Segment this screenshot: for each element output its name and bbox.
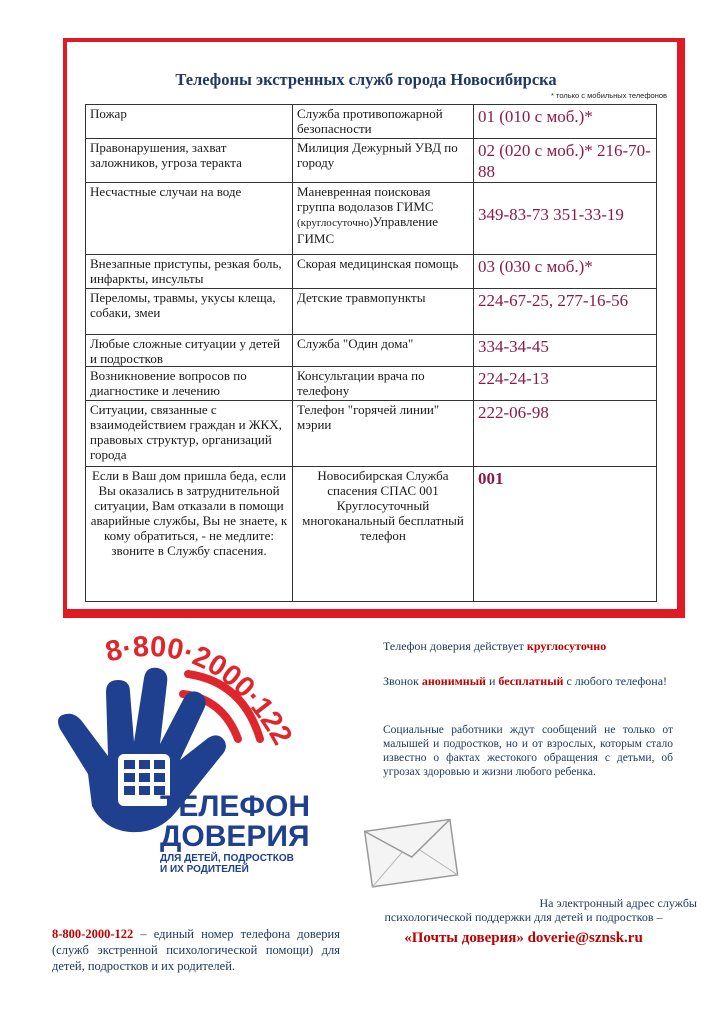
unified-number-text: 8-800-2000-122 – единый номер телефона доверия (служб экстренной психологической помощи) для детей, подростков и их родителей. [52, 927, 340, 973]
unified-number: 8-800-2000-122 [52, 927, 134, 941]
situation-cell: Возникновение вопросов по диагностике и лечению [86, 367, 293, 401]
service-cell: Служба "Один дома" [293, 335, 474, 367]
logo-line2: ДОВЕРИЯ [160, 820, 310, 853]
table-row [86, 139, 657, 183]
service-cell: Маневренная поисковая группа водолазов ГИМС (круглосуточно)Управление ГИМС [293, 183, 474, 255]
phone-cell: 222-06-98 [474, 401, 657, 467]
situation-cell: Если в Ваш дом пришла беда, если Вы оказались в затруднительной ситуации, Вам отказали в помощи аварийные службы, Вы не знаете, к кому обратиться, - не медлите: звоните в Службу спасения. [86, 467, 293, 602]
service-cell: Телефон "горячей линии" мэрии [293, 401, 474, 467]
logo-number: 8·800·2000·122 [102, 634, 299, 751]
logo-line1: ТЕЛЕФОН [160, 790, 310, 823]
table-row [86, 467, 657, 602]
logo-line4: И ИХ РОДИТЕЛЕЙ [160, 864, 249, 874]
situation-cell: Пожар [86, 105, 293, 139]
situation-cell: Внезапные приступы, резкая боль, инфаркты, инсульты [86, 255, 293, 289]
phone-cell: 224-24-13 [474, 367, 657, 401]
service-cell: Консультации врача по телефону [293, 367, 474, 401]
phone-cell: 334-34-45 [474, 335, 657, 367]
email-line1: На электронный адрес службы [539, 896, 697, 910]
service-cell: Новосибирская Служба спасения СПАС 001 Круглосуточный многоканальный бесплатный телефон [293, 467, 474, 602]
service-cell: Детские травмопункты [293, 289, 474, 335]
info-availability: Телефон доверия действует круглосуточно [383, 639, 607, 653]
table-row [86, 401, 657, 467]
phone-cell: 03 (030 с моб.)* [474, 255, 657, 289]
envelope-icon [362, 813, 462, 891]
situation-cell: Ситуации, связанные с взаимодействием граждан и ЖКХ, правовых структур, организаций города [86, 401, 293, 467]
emergency-table [85, 104, 657, 602]
phone-cell: 01 (010 с моб.)* [474, 105, 657, 139]
service-cell: Скорая медицинская помощь [293, 255, 474, 289]
phone-cell: 001 [474, 467, 657, 602]
phone-cell: 224-67-25, 277-16-56 [474, 289, 657, 335]
situation-cell: Переломы, травмы, укусы клеща, собаки, змеи [86, 289, 293, 335]
info-anonymous: Звонок анонимный и бесплатный с любого телефона! [383, 674, 668, 688]
table-row [86, 105, 657, 139]
table-row [86, 255, 657, 289]
email-address[interactable]: «Почты доверия» doverie@sznsk.ru [404, 930, 643, 946]
table-row [86, 367, 657, 401]
situation-cell: Несчастные случаи на воде [86, 183, 293, 255]
helpline-logo [48, 634, 338, 874]
table-row [86, 289, 657, 335]
phone-cell: 02 (020 с моб.)* 216-70-88 [474, 139, 657, 183]
email-line2: психологической поддержки для детей и подростков – [384, 910, 663, 924]
phone-cell: 349-83-73 351-33-19 [474, 183, 657, 255]
table-row [86, 183, 657, 255]
email-block [350, 896, 697, 948]
service-cell: Служба противопожарной безопасности [293, 105, 474, 139]
service-cell: Милиция Дежурный УВД по городу [293, 139, 474, 183]
logo-line3: ДЛЯ ДЕТЕЙ, ПОДРОСТКОВ [160, 853, 294, 864]
situation-cell: Правонарушения, захват заложников, угроза теракта [86, 139, 293, 183]
mobile-note: * только с мобильных телефонов [550, 91, 667, 100]
table-row [86, 335, 657, 367]
page-title: Телефоны экстренных служб города Новосибирска [175, 70, 557, 89]
situation-cell: Любые сложные ситуации у детей и подростков [86, 335, 293, 367]
info-social: Социальные работники ждут сообщений не только от малышей и подростков, но и от взрослых, которым стало известно о фактах жестокого обращения с детьми, об угрозах здоровью и жизни любого ребенка. [383, 724, 673, 778]
